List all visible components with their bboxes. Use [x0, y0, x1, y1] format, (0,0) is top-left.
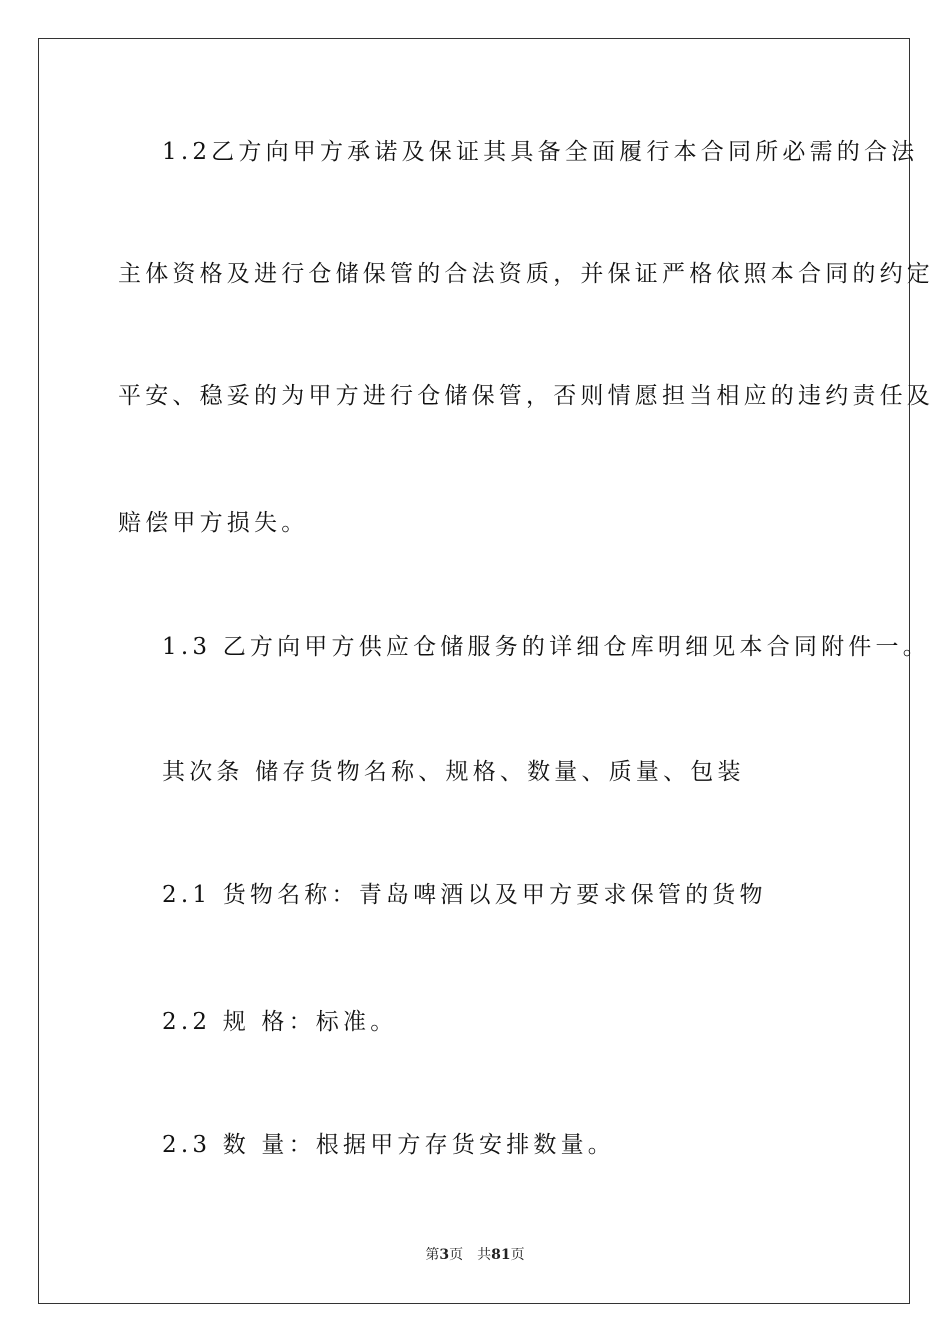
page-border [38, 38, 934, 1304]
page-footer [0, 1246, 950, 1264]
paragraph-line: 主体资格及进行仓储保管的合法资质，并保证严格依照本合同的约定 [118, 261, 934, 287]
page-prefix: 第 [425, 1247, 440, 1263]
paragraph-line: 赔偿甲方损失。 [118, 510, 309, 536]
paragraph-line: 平安、稳妥的为甲方进行仓储保管，否则情愿担当相应的违约责任及 [118, 383, 934, 409]
page-suffix: 页 [449, 1247, 464, 1263]
paragraph-line: 2.1 货物名称：青岛啤酒以及甲方要求保管的货物 [162, 882, 767, 908]
page-number: 3 [439, 1247, 450, 1263]
paragraph-line: 2.2 规 格：标准。 [162, 1009, 398, 1035]
paragraph-line: 1.3 乙方向甲方供应仓储服务的详细仓库明细见本合同附件一。 [162, 634, 930, 660]
total-prefix: 共 [477, 1247, 492, 1263]
section-heading: 其次条 储存货物名称、规格、数量、质量、包装 [162, 759, 745, 785]
paragraph-line: 2.3 数 量：根据甲方存货安排数量。 [162, 1132, 615, 1158]
total-pages: 81 [491, 1247, 511, 1263]
total-suffix: 页 [510, 1247, 525, 1263]
paragraph-line: 1.2乙方向甲方承诺及保证其具备全面履行本合同所必需的合法 [162, 139, 919, 165]
